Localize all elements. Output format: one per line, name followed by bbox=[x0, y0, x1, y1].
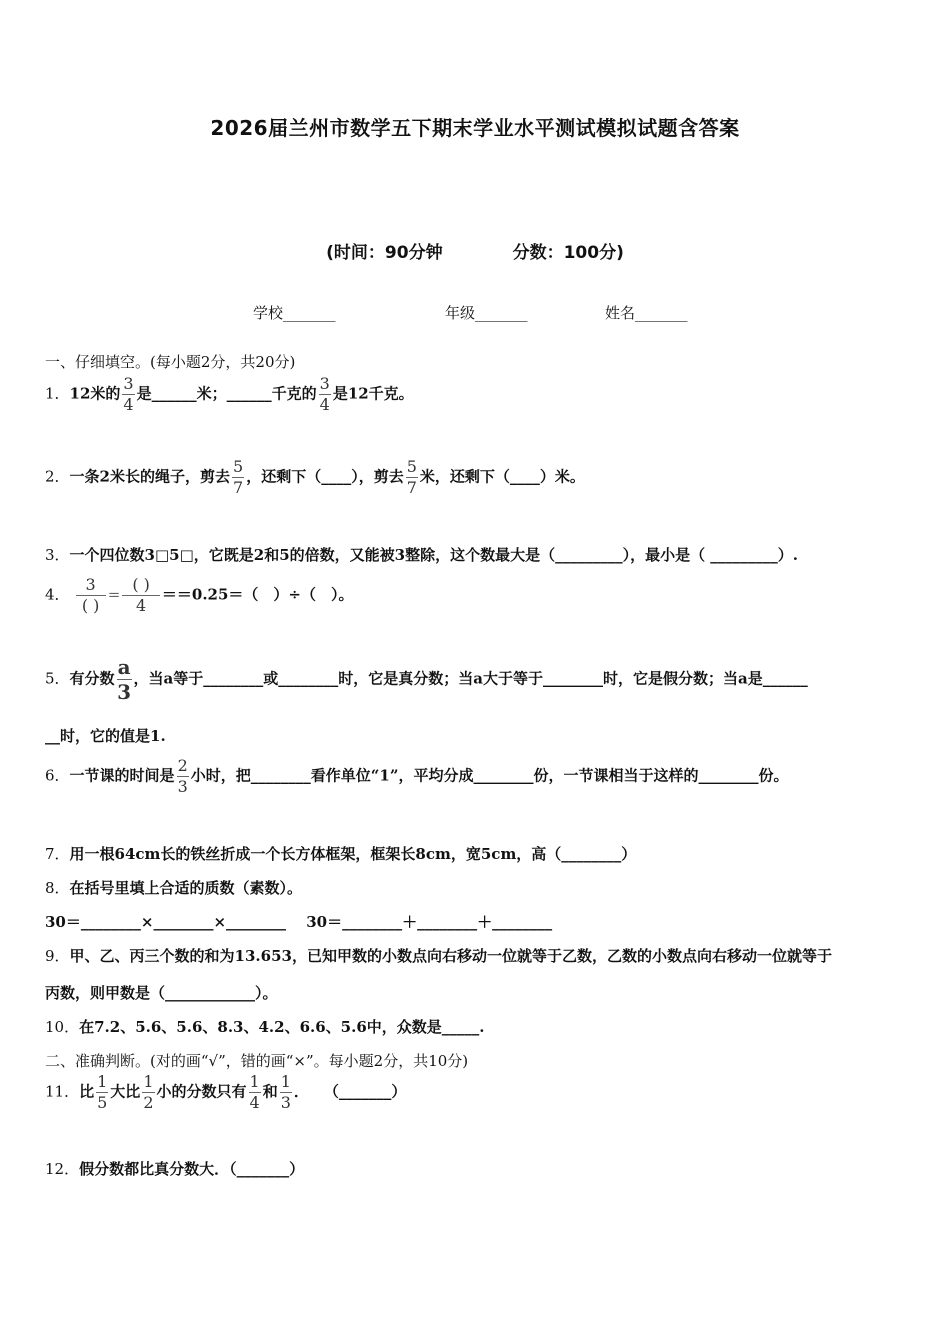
question-12 bbox=[45, 1158, 304, 1179]
question-text: 是______米；______千克的 bbox=[136, 384, 317, 403]
fraction: $\frac{1}{2}$ bbox=[143, 1072, 154, 1112]
question-2 bbox=[45, 459, 585, 496]
question-text: ＝＝0.25＝（ ）÷（ ）。 bbox=[161, 585, 354, 604]
question-text: 是12千克。 bbox=[332, 384, 414, 403]
fraction: $\frac{2}{3}$ bbox=[177, 756, 188, 796]
question-number: 9． bbox=[45, 947, 70, 965]
fraction: $\frac{1}{3}$ bbox=[280, 1072, 291, 1112]
question-text: 一条2米长的绳子，剪去 bbox=[69, 467, 230, 486]
fraction: $\frac{3}{4}$ bbox=[319, 374, 330, 414]
question-number: 3． bbox=[45, 546, 70, 564]
question-number: 1． bbox=[45, 384, 70, 403]
fraction: $\frac{5}{7}$ bbox=[406, 457, 417, 497]
fraction: $\frac{1}{4}$ bbox=[249, 1072, 260, 1112]
question-text: 比 bbox=[79, 1082, 95, 1101]
question-1 bbox=[45, 376, 414, 413]
question-number: 11． bbox=[45, 1082, 80, 1101]
question-5-continued: __时，它的值是1. bbox=[45, 727, 166, 745]
question-text: 小的分数只有 bbox=[156, 1082, 247, 1101]
question-8 bbox=[45, 877, 302, 898]
fraction: $\frac{3}{( )}$ bbox=[76, 577, 106, 614]
question-text: ． （_______） bbox=[293, 1082, 407, 1101]
question-text: 12米的 bbox=[69, 384, 121, 403]
fraction: $\frac{5}{7}$ bbox=[233, 457, 244, 497]
section-heading-judge: 二、准确判断。(对的画“√”，错的画“×”。每小题2分，共10分) bbox=[45, 1052, 469, 1070]
question-text: 米，还剩下（____）米。 bbox=[419, 467, 585, 486]
question-7 bbox=[45, 843, 636, 864]
equals-sign: = bbox=[107, 585, 121, 604]
question-text: 小时，把________看作单位“1”，平均分成________份，一节课相当于这样的________份。 bbox=[190, 766, 789, 785]
fraction: $\frac{a}{3}$ bbox=[117, 655, 131, 704]
question-text: 一节课的时间是 bbox=[69, 766, 175, 785]
question-text: 在7.2、5.6、5.6、8.3、4.2、6.6、5.6中，众数是_____. bbox=[79, 1018, 485, 1036]
question-number: 5． bbox=[45, 669, 70, 688]
question-4 bbox=[45, 577, 354, 614]
fraction: $\frac{1}{5}$ bbox=[97, 1072, 108, 1112]
section-heading-fill: 一、仔细填空。(每小题2分，共20分) bbox=[45, 353, 296, 371]
question-number: 7． bbox=[45, 845, 70, 863]
question-text: 有分数 bbox=[69, 669, 115, 688]
question-number: 4． bbox=[45, 585, 70, 604]
school-field[interactable]: 学校_______ bbox=[253, 304, 336, 322]
question-9 bbox=[45, 945, 832, 966]
question-text: 假分数都比真分数大．（_______） bbox=[79, 1160, 305, 1178]
question-text: ，还剩下（____），剪去 bbox=[246, 467, 404, 486]
page-title: 2026届兰州市数学五下期末学业水平测试模拟试题含答案 bbox=[210, 116, 740, 140]
question-6 bbox=[45, 758, 788, 795]
exam-info bbox=[0, 238, 950, 263]
question-number: 10． bbox=[45, 1018, 80, 1036]
question-number: 6． bbox=[45, 766, 70, 785]
question-5 bbox=[45, 657, 808, 702]
question-10 bbox=[45, 1016, 485, 1037]
question-text: 和 bbox=[262, 1082, 278, 1101]
question-3 bbox=[45, 544, 798, 565]
time-label: (时间：90分钟 bbox=[326, 243, 443, 263]
fraction: $\frac{3}{4}$ bbox=[123, 374, 134, 414]
fraction: $\frac{( )}{4}$ bbox=[122, 577, 160, 614]
name-field[interactable]: 姓名_______ bbox=[605, 304, 688, 322]
question-text: 一个四位数3□5□，它既是2和5的倍数，又能被3整除，这个数最大是（_________），最小是（ _________）. bbox=[69, 546, 799, 564]
question-11 bbox=[45, 1074, 406, 1111]
question-9-continued: 丙数，则甲数是（____________）。 bbox=[45, 984, 278, 1002]
score-label: 分数：100分) bbox=[512, 243, 624, 263]
question-text: 甲、乙、丙三个数的和为13.653，已知甲数的小数点向右移动一位就等于乙数，乙数的小数点向右移动一位就等于 bbox=[69, 947, 832, 965]
question-text: ，当a等于________或________时，它是真分数；当a大于等于________时，它是假分数；当a是______ bbox=[133, 669, 808, 688]
question-text: 大比 bbox=[110, 1082, 141, 1101]
question-number: 8． bbox=[45, 879, 70, 897]
question-text: 在括号里填上合适的质数（素数）。 bbox=[69, 879, 303, 897]
question-8-equations: 30＝________×________×________ 30＝________＋________＋________ bbox=[45, 913, 553, 931]
question-text: 用一根64cm长的铁丝折成一个长方体框架，框架长8cm，宽5cm，高（________） bbox=[69, 845, 637, 863]
grade-field[interactable]: 年级_______ bbox=[445, 304, 528, 322]
question-number: 12． bbox=[45, 1160, 80, 1178]
question-number: 2． bbox=[45, 467, 70, 486]
